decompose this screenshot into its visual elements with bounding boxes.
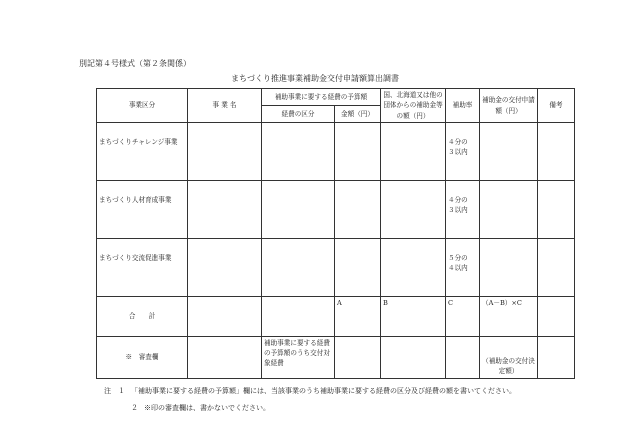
total-remarks-cell <box>538 297 575 337</box>
note-marker: ２ <box>131 404 138 412</box>
row-request-cell <box>480 123 538 181</box>
note-marker: 注 １ <box>104 387 125 395</box>
header-row <box>97 89 575 106</box>
review-label: ※ 審査欄 <box>97 337 188 379</box>
document-title: まちづくり推進事業補助金交付申請額算出調書 <box>231 74 399 83</box>
total-rate-mark: C <box>446 297 480 337</box>
rate-line-2: ４以内 <box>448 264 468 273</box>
row-remarks-cell <box>538 239 575 297</box>
header-budget-group: 補助事業に要する経費の予算額 <box>262 89 381 106</box>
rate-line-1: ４分の <box>448 196 468 204</box>
row-rate <box>446 239 480 297</box>
header-amount: 金額（円） <box>335 106 381 123</box>
row-request-cell <box>480 239 538 297</box>
rate-line-2: ３以内 <box>448 148 468 157</box>
row-amount-cell <box>335 123 381 181</box>
note-text: 「補助事業に要する経費の予算額」欄には、当該事業のうち補助事業に要する経費の区分及び経費の額を書いてください。 <box>131 387 516 395</box>
rate-line-2: ３以内 <box>448 206 468 215</box>
header-cost-type: 経費の区分 <box>262 106 335 123</box>
total-name-cell <box>188 297 262 337</box>
rate-line-1: ４分の <box>448 138 468 146</box>
review-cost-note: 補助事業に要する経費の予算額のうち交付対象経費 <box>262 337 335 379</box>
row-other-aid-cell <box>381 239 446 297</box>
calculation-table <box>96 88 575 379</box>
review-other-aid-cell <box>381 337 446 379</box>
row-other-aid-cell <box>381 181 446 239</box>
total-request-formula: （A－B）×C <box>480 297 538 337</box>
row-name-cell <box>188 123 262 181</box>
header-other-aid: 国、北海道又は他の団体からの補助金等の額（円） <box>381 89 446 123</box>
row-amount-cell <box>335 239 381 297</box>
total-cost-type-cell <box>262 297 335 337</box>
row-rate <box>446 181 480 239</box>
review-rate-cell <box>446 337 480 379</box>
total-amount-mark: A <box>335 297 381 337</box>
row-other-aid-cell <box>381 123 446 181</box>
note-2 <box>104 400 516 417</box>
notes <box>104 383 516 417</box>
note-1 <box>104 383 516 400</box>
row-cost-type-cell <box>262 239 335 297</box>
header-remarks: 備考 <box>538 89 575 123</box>
header-name: 事 業 名 <box>188 89 262 123</box>
table-row <box>97 239 575 297</box>
row-category: まちづくり人材育成事業 <box>97 181 188 239</box>
row-rate <box>446 123 480 181</box>
row-remarks-cell <box>538 181 575 239</box>
table-row <box>97 181 575 239</box>
row-category: まちづくり交流促進事業 <box>97 239 188 297</box>
row-cost-type-cell <box>262 123 335 181</box>
row-name-cell <box>188 239 262 297</box>
review-amount-cell <box>335 337 381 379</box>
total-label: 合 計 <box>97 297 188 337</box>
table-row <box>97 123 575 181</box>
review-name-cell <box>188 337 262 379</box>
review-remarks-cell <box>538 337 575 379</box>
header-request: 補助金の交付申請額（円） <box>480 89 538 123</box>
row-name-cell <box>188 181 262 239</box>
row-amount-cell <box>335 181 381 239</box>
rate-line-1: ５分の <box>448 254 468 262</box>
form-reference: 別記第４号様式（第２条関係） <box>79 59 191 68</box>
row-request-cell <box>480 181 538 239</box>
review-row <box>97 337 575 379</box>
note-text: ※印の審査欄は、書かないでください。 <box>144 404 270 412</box>
row-category: まちづくりチャレンジ事業 <box>97 123 188 181</box>
header-category: 事業区分 <box>97 89 188 123</box>
total-other-aid-mark: B <box>381 297 446 337</box>
total-row <box>97 297 575 337</box>
row-cost-type-cell <box>262 181 335 239</box>
row-remarks-cell <box>538 123 575 181</box>
header-rate: 補助率 <box>446 89 480 123</box>
review-request-note: （補助金の交付決定額） <box>480 337 538 379</box>
